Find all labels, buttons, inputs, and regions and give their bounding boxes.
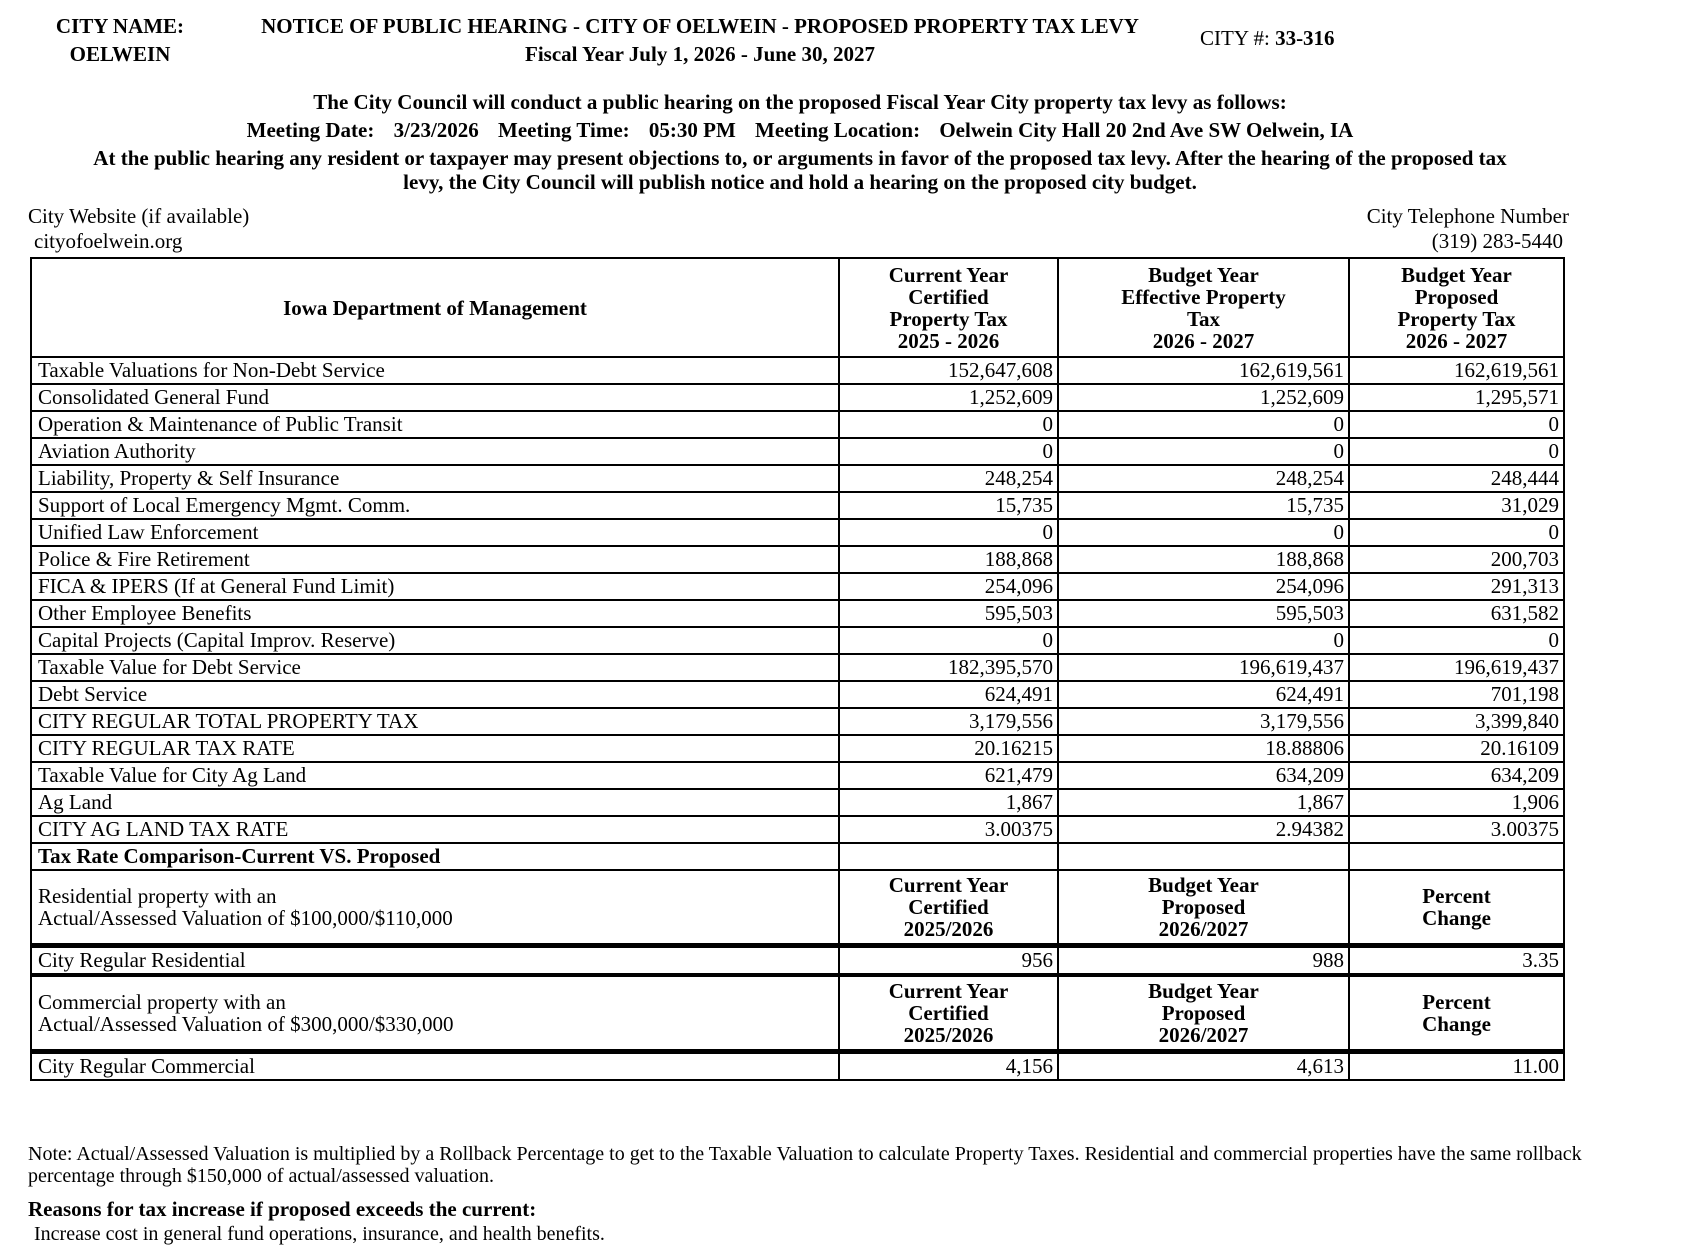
row-label: Operation & Maintenance of Public Transit <box>31 411 839 438</box>
phone-block <box>1367 204 1569 254</box>
cell-current: 1,867 <box>839 789 1058 816</box>
header-line: Current Year <box>888 262 1009 287</box>
header-line: Budget Year <box>1148 979 1259 1003</box>
table-row <box>31 492 1564 519</box>
phone-label: City Telephone Number <box>1366 204 1569 228</box>
notice-title: NOTICE OF PUBLIC HEARING - CITY OF OELWEIN - PROPOSED PROPERTY TAX LEVY <box>261 14 1139 38</box>
objections-line-2: levy, the City Council will publish notice and hold a hearing on the proposed city budget. <box>403 170 1197 194</box>
cell-proposed: 1,295,571 <box>1349 384 1564 411</box>
cell-effective: 0 <box>1058 438 1349 465</box>
hearing-intro: The City Council will conduct a public hearing on the proposed Fiscal Year City property tax levy as follows: <box>313 90 1287 114</box>
cell-current: 15,735 <box>839 492 1058 519</box>
table-row <box>31 762 1564 789</box>
fiscal-year: Fiscal Year July 1, 2026 - June 30, 2027 <box>525 42 875 66</box>
table-row <box>31 654 1564 681</box>
cell-proposed: 3,399,840 <box>1349 708 1564 735</box>
header-line: Budget Year <box>1401 262 1512 287</box>
cell-proposed: 31,029 <box>1349 492 1564 519</box>
cell-current: 3,179,556 <box>839 708 1058 735</box>
commercial-header-row <box>31 975 1564 1052</box>
cell-effective: 0 <box>1058 519 1349 546</box>
commercial-description <box>31 975 839 1052</box>
residential-col-percent <box>1349 870 1564 946</box>
header-line: Percent <box>1422 884 1491 908</box>
cell-effective: 3,179,556 <box>1058 708 1349 735</box>
notice-title-block <box>220 12 1180 68</box>
table-row <box>31 600 1564 627</box>
row-label: Debt Service <box>31 681 839 708</box>
cell-current: 0 <box>839 411 1058 438</box>
table-row <box>31 357 1564 384</box>
cell-current: 1,252,609 <box>839 384 1058 411</box>
cell-effective: 634,209 <box>1058 762 1349 789</box>
header-line: Budget Year <box>1148 873 1259 897</box>
commercial-row <box>31 1052 1564 1081</box>
row-label: CITY REGULAR TAX RATE <box>31 735 839 762</box>
city-name-label: CITY NAME: <box>55 14 185 38</box>
cell-proposed: 1,906 <box>1349 789 1564 816</box>
row-label: Capital Projects (Capital Improv. Reserve) <box>31 627 839 654</box>
website-block <box>28 204 249 254</box>
header-line: 2026/2027 <box>1158 917 1249 941</box>
residential-description <box>31 870 839 946</box>
header-line: Property Tax <box>889 306 1008 331</box>
header-line: Proposed <box>1161 1001 1246 1025</box>
cell-effective: 18.88806 <box>1058 735 1349 762</box>
cell-proposed: 0 <box>1349 519 1564 546</box>
row-label: Police & Fire Retirement <box>31 546 839 573</box>
header-line: Percent <box>1422 990 1491 1014</box>
cell-current: 0 <box>839 438 1058 465</box>
levy-table <box>30 257 1565 1081</box>
table-row <box>31 816 1564 843</box>
cell-proposed: 0 <box>1349 411 1564 438</box>
cell-current: 182,395,570 <box>839 654 1058 681</box>
city-name: OELWEIN <box>69 42 171 66</box>
cell-proposed: 248,444 <box>1349 465 1564 492</box>
cell-proposed: 631,582 <box>1349 600 1564 627</box>
header-line: Current Year <box>888 979 1009 1003</box>
residential-header-row <box>31 870 1564 946</box>
empty-cell <box>1349 843 1564 870</box>
table-row <box>31 411 1564 438</box>
header-line: 2026 - 2027 <box>1405 328 1508 353</box>
cell-current: 20.16215 <box>839 735 1058 762</box>
cell-current: 956 <box>839 946 1058 976</box>
rollback-note: Note: Actual/Assessed Valuation is multiplied by a Rollback Percentage to get to the Taxable Valuation to calculate Property Taxes. Residential and commercial properties have the same rollback percentage through $150,000 of actual/assessed valuation. <box>28 1143 1582 1187</box>
row-label: Other Employee Benefits <box>31 600 839 627</box>
cell-effective: 15,735 <box>1058 492 1349 519</box>
phone-number: (319) 283-5440 <box>1431 229 1563 253</box>
desc-line: Actual/Assessed Valuation of $100,000/$110,000 <box>38 906 453 930</box>
city-number-label: CITY #: <box>1200 26 1270 50</box>
row-label: Unified Law Enforcement <box>31 519 839 546</box>
table-row <box>31 519 1564 546</box>
cell-current: 621,479 <box>839 762 1058 789</box>
cell-current: 188,868 <box>839 546 1058 573</box>
header-line: 2026/2027 <box>1158 1023 1249 1047</box>
row-label: Consolidated General Fund <box>31 384 839 411</box>
table-row <box>31 708 1564 735</box>
reasons-text: Increase cost in general fund operations, insurance, and health benefits. <box>34 1223 605 1245</box>
row-label: City Regular Residential <box>31 946 839 976</box>
header-line: Current Year <box>888 873 1009 897</box>
cell-proposed: 0 <box>1349 438 1564 465</box>
row-label: City Regular Commercial <box>31 1052 839 1081</box>
header-line: Budget Year <box>1148 262 1259 287</box>
city-number-block <box>1200 26 1335 51</box>
residential-col-current <box>839 870 1058 946</box>
cell-current: 624,491 <box>839 681 1058 708</box>
row-label: FICA & IPERS (If at General Fund Limit) <box>31 573 839 600</box>
cell-percent-change: 11.00 <box>1349 1052 1564 1081</box>
meeting-location-label: Meeting Location: <box>755 118 921 142</box>
row-label: CITY AG LAND TAX RATE <box>31 816 839 843</box>
header-line: Tax <box>1186 306 1221 331</box>
cell-effective: 188,868 <box>1058 546 1349 573</box>
table-row <box>31 384 1564 411</box>
cell-current: 0 <box>839 519 1058 546</box>
table-header-row <box>31 258 1564 357</box>
cell-effective: 595,503 <box>1058 600 1349 627</box>
cell-current: 254,096 <box>839 573 1058 600</box>
website-link[interactable]: cityofoelwein.org <box>34 229 183 253</box>
header-budget-proposed <box>1349 258 1564 357</box>
cell-effective: 0 <box>1058 411 1349 438</box>
table-row <box>31 627 1564 654</box>
table-row <box>31 438 1564 465</box>
table-row <box>31 789 1564 816</box>
row-label: Taxable Valuations for Non-Debt Service <box>31 357 839 384</box>
row-label: Taxable Value for Debt Service <box>31 654 839 681</box>
table-row <box>31 735 1564 762</box>
meeting-details <box>30 118 1570 143</box>
row-label: Ag Land <box>31 789 839 816</box>
city-number: 33-316 <box>1275 26 1335 50</box>
cell-proposed: 634,209 <box>1349 762 1564 789</box>
empty-cell <box>1058 843 1349 870</box>
cell-effective: 2.94382 <box>1058 816 1349 843</box>
cell-proposed: 291,313 <box>1349 573 1564 600</box>
cell-effective: 624,491 <box>1058 681 1349 708</box>
residential-col-proposed <box>1058 870 1349 946</box>
cell-effective: 254,096 <box>1058 573 1349 600</box>
cell-proposed: 701,198 <box>1349 681 1564 708</box>
header-current-year <box>839 258 1058 357</box>
cell-proposed: 162,619,561 <box>1349 357 1564 384</box>
header-department: Iowa Department of Management <box>31 258 839 357</box>
cell-proposed: 196,619,437 <box>1349 654 1564 681</box>
header-budget-effective <box>1058 258 1349 357</box>
cell-proposed: 988 <box>1058 946 1349 976</box>
header-line: Certified <box>908 895 989 919</box>
cell-percent-change: 3.35 <box>1349 946 1564 976</box>
meeting-time: 05:30 PM <box>648 118 736 142</box>
comparison-title: Tax Rate Comparison-Current VS. Proposed <box>31 843 839 870</box>
cell-effective: 248,254 <box>1058 465 1349 492</box>
header-line: Change <box>1422 906 1491 930</box>
cell-effective: 1,252,609 <box>1058 384 1349 411</box>
row-label: Taxable Value for City Ag Land <box>31 762 839 789</box>
cell-proposed: 3.00375 <box>1349 816 1564 843</box>
cell-current: 595,503 <box>839 600 1058 627</box>
cell-effective: 1,867 <box>1058 789 1349 816</box>
table-row <box>31 681 1564 708</box>
header-line: 2025 - 2026 <box>897 328 1000 353</box>
comparison-title-row <box>31 843 1564 870</box>
cell-effective: 196,619,437 <box>1058 654 1349 681</box>
reasons-title: Reasons for tax increase if proposed exceeds the current: <box>28 1197 537 1221</box>
cell-proposed: 0 <box>1349 627 1564 654</box>
desc-line: Residential property with an <box>38 884 277 908</box>
row-label: Liability, Property & Self Insurance <box>31 465 839 492</box>
header-line: Proposed <box>1161 895 1246 919</box>
header-line: Property Tax <box>1397 306 1516 331</box>
commercial-col-proposed <box>1058 975 1349 1052</box>
header-line: Change <box>1422 1012 1491 1036</box>
city-name-block <box>40 12 200 68</box>
desc-line: Actual/Assessed Valuation of $300,000/$330,000 <box>38 1012 454 1036</box>
header-line: 2025/2026 <box>903 917 994 941</box>
cell-proposed: 20.16109 <box>1349 735 1564 762</box>
meeting-date: 3/23/2026 <box>393 118 479 142</box>
table-row <box>31 573 1564 600</box>
commercial-col-percent <box>1349 975 1564 1052</box>
row-label: Support of Local Emergency Mgmt. Comm. <box>31 492 839 519</box>
table-row <box>31 546 1564 573</box>
cell-proposed: 4,613 <box>1058 1052 1349 1081</box>
objections-line-1: At the public hearing any resident or taxpayer may present objections to, or arguments in favor of the proposed tax levy. After the hearing of the proposed tax <box>93 146 1507 170</box>
header-line: Certified <box>908 1001 989 1025</box>
website-label: City Website (if available) <box>28 204 250 228</box>
meeting-location: Oelwein City Hall 20 2nd Ave SW Oelwein, IA <box>939 118 1354 142</box>
header-line: 2025/2026 <box>903 1023 994 1047</box>
cell-current: 4,156 <box>839 1052 1058 1081</box>
commercial-col-current <box>839 975 1058 1052</box>
meeting-date-label: Meeting Date: <box>246 118 375 142</box>
cell-effective: 162,619,561 <box>1058 357 1349 384</box>
cell-effective: 0 <box>1058 627 1349 654</box>
cell-current: 152,647,608 <box>839 357 1058 384</box>
header-line: 2026 - 2027 <box>1152 328 1255 353</box>
cell-current: 3.00375 <box>839 816 1058 843</box>
desc-line: Commercial property with an <box>38 990 286 1014</box>
cell-current: 248,254 <box>839 465 1058 492</box>
table-row <box>31 465 1564 492</box>
row-label: Aviation Authority <box>31 438 839 465</box>
cell-current: 0 <box>839 627 1058 654</box>
empty-cell <box>839 843 1058 870</box>
row-label: CITY REGULAR TOTAL PROPERTY TAX <box>31 708 839 735</box>
header-line: Effective Property <box>1121 284 1286 309</box>
header-line: Certified <box>908 284 989 309</box>
header-line: Proposed <box>1414 284 1499 309</box>
meeting-time-label: Meeting Time: <box>498 118 630 142</box>
cell-proposed: 200,703 <box>1349 546 1564 573</box>
residential-row <box>31 946 1564 976</box>
